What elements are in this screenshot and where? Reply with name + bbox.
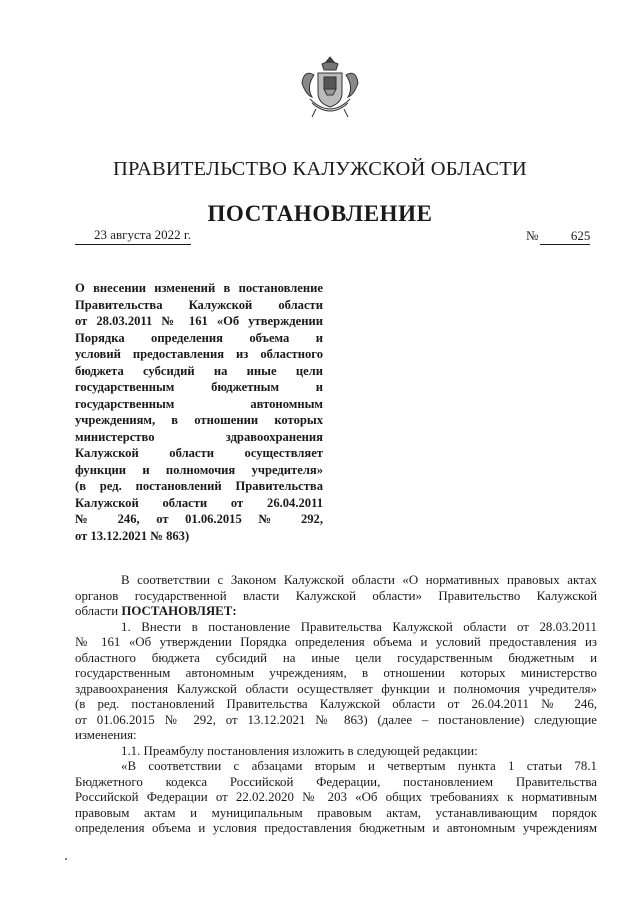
scan-speck <box>65 858 67 860</box>
body-line-text: правовым актам и муниципальным правовым актам, устанавливающим порядок <box>75 805 597 820</box>
body-line <box>75 806 597 822</box>
body-line-text: Российской Федерации от 22.02.2020 № 203 «Об общих требованиях к нормативным <box>75 790 597 804</box>
body-line-text: 1. Внести в постановление Правительства Калужской области от 28.03.2011 <box>121 619 597 634</box>
title-line: учреждениям, в отношении которых <box>75 413 323 427</box>
body-line <box>75 573 597 589</box>
body-line-text: № 161 «Об утверждении Порядка определения объема и условий предоставления из <box>75 635 597 649</box>
number-sign: № <box>526 228 539 243</box>
body-line-text: государственным автономным учреждениям, в отношении которых министерство <box>75 666 597 680</box>
title-line: бюджета субсидий на иные цели <box>75 363 323 378</box>
body-line <box>75 790 597 806</box>
body-line <box>75 604 597 620</box>
title-line: Калужской области осуществляет <box>75 446 323 460</box>
body-line <box>75 759 597 775</box>
body-line <box>75 775 597 791</box>
body-line <box>75 666 597 682</box>
body-line <box>75 697 597 713</box>
title-line: государственным автономным <box>75 396 323 411</box>
body-line <box>75 682 597 698</box>
body-line <box>75 651 597 667</box>
body-line-text: В соответствии с Законом Калужской области «О нормативных правовых актах <box>121 573 597 587</box>
body-line-text: областного бюджета субсидий на иные цели государственным бюджетным и <box>75 650 597 665</box>
body-line-text: области <box>75 604 122 618</box>
title-line: от 13.12.2021 № 863) <box>75 528 190 543</box>
coat-of-arms-emblem <box>300 55 360 121</box>
title-line: условий предоставления из областного <box>75 347 323 361</box>
title-line: Правительства Калужской области <box>75 297 323 312</box>
title-line: Калужской области от 26.04.2011 <box>75 495 323 510</box>
body-line-text: «В соответствии с абзацами вторым и четвертым пункта 1 статьи 78.1 <box>121 759 597 773</box>
body-line-text: от 01.06.2015 № 292, от 13.12.2021 № 863) (далее – постановление) следующие <box>75 712 597 727</box>
body-line <box>75 821 597 837</box>
title-line: от 28.03.2011 № 161 «Об утверждении <box>75 314 323 328</box>
title-line: (в ред. постановлений Правительства <box>75 479 323 493</box>
body-line-text: определения объема и условия предоставления бюджетным и автономным учреждениям <box>75 821 597 835</box>
body-line-text: Бюджетного кодекса Российской Федерации, постановлением Правительства <box>75 774 597 789</box>
body-line-text: изменения: <box>75 728 137 742</box>
body-line-text: (в ред. постановлений Правительства Калужской области от 26.04.2011 № 246, <box>75 697 597 711</box>
organization-name: ПРАВИТЕЛЬСТВО КАЛУЖСКОЙ ОБЛАСТИ <box>113 158 527 180</box>
body-line <box>75 589 597 605</box>
body-line-text: 1.1. Преамбулу постановления изложить в следующей редакции: <box>121 743 478 758</box>
body-line <box>75 728 597 744</box>
title-line: № 246, от 01.06.2015 № 292, <box>75 512 323 526</box>
title-line: О внесении изменений в постановление <box>75 281 323 295</box>
resolution-keyword: ПОСТАНОВЛЯЕТ: <box>121 604 237 618</box>
body-line <box>75 744 597 760</box>
title-line: государственным бюджетным и <box>75 380 323 394</box>
body-line <box>75 635 597 651</box>
document-body <box>75 573 597 837</box>
document-date: 23 августа 2022 г. <box>75 227 191 245</box>
body-line-text: органов государственной власти Калужской области» Правительство Калужской <box>75 588 597 603</box>
body-line <box>75 713 597 729</box>
title-line: функции и полномочия учредителя» <box>75 462 323 477</box>
body-line <box>75 620 597 636</box>
document-title <box>75 280 323 544</box>
document-type: ПОСТАНОВЛЕНИЕ <box>207 201 433 226</box>
title-line: министерство здравоохранения <box>75 429 323 444</box>
document-number <box>526 228 590 245</box>
title-line: Порядка определения объема и <box>75 330 323 345</box>
body-line-text: здравоохранения Калужской области осуществляет функции и полномочия учредителя» <box>75 681 597 696</box>
number-value: 625 <box>540 228 590 245</box>
